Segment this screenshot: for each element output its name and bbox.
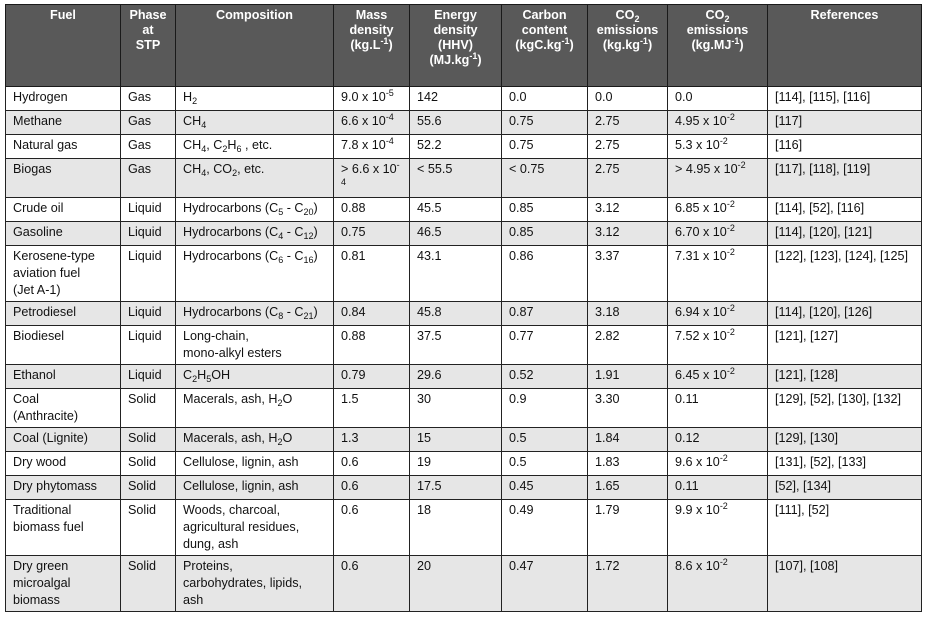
header-line: $(kgC.kg^{-1})$ — [515, 36, 574, 52]
cell-references: [116] — [768, 135, 922, 159]
cell-mass-density: 0.6 — [334, 556, 410, 612]
cell-mass-density: 0.81 — [334, 246, 410, 302]
cell-fuel: Biogas — [6, 159, 121, 198]
cell-co2-per-mj: 4.95 x $10^{-2}$ — [668, 111, 768, 135]
cell-carbon-content: 0.85 — [502, 222, 588, 246]
cell-composition: Proteins, carbohydrates, lipids, ash — [176, 556, 334, 612]
cell-energy-density: 46.5 — [410, 222, 502, 246]
cell-energy-density: 17.5 — [410, 476, 502, 500]
table-row — [6, 222, 922, 246]
header-line: density — [433, 23, 478, 37]
cell-fuel: Coal (Anthracite) — [6, 389, 121, 428]
cell-fuel: Dry wood — [6, 452, 121, 476]
header-co2-emissions-per-kg — [588, 5, 668, 87]
header-line: STP — [135, 38, 161, 52]
cell-fuel: Kerosene-type aviation fuel (Jet A-1) — [6, 246, 121, 302]
header-fuel — [6, 5, 121, 87]
cell-mass-density: > 6.6 x $10^{-4}$ — [334, 159, 410, 198]
cell-co2-per-mj: 6.94 x $10^{-2}$ — [668, 302, 768, 326]
cell-phase: Gas — [121, 135, 176, 159]
cell-energy-density: 29.6 — [410, 365, 502, 389]
cell-references: [114], [52], [116] — [768, 198, 922, 222]
header-line: emissions — [686, 23, 749, 37]
cell-co2-per-mj: 8.6 x $10^{-2}$ — [668, 556, 768, 612]
cell-co2-per-mj: 0.12 — [668, 428, 768, 452]
header-line: Energy — [434, 8, 477, 22]
cell-mass-density: 0.6 — [334, 452, 410, 476]
cell-composition: Hydrocarbons $(C_8 - C_{21})$ — [176, 302, 334, 326]
cell-co2-per-kg: 1.65 — [588, 476, 668, 500]
cell-fuel: Natural gas — [6, 135, 121, 159]
cell-co2-per-kg: 0.0 — [588, 87, 668, 111]
cell-references: [129], [130] — [768, 428, 922, 452]
table-row — [6, 159, 922, 198]
cell-composition: Hydrocarbons $(C_6 - C_{16})$ — [176, 246, 334, 302]
cell-carbon-content: 0.86 — [502, 246, 588, 302]
cell-carbon-content: 0.75 — [502, 135, 588, 159]
header-line: $CO_2$ — [615, 8, 640, 24]
cell-co2-per-mj: 0.11 — [668, 476, 768, 500]
cell-references: [129], [52], [130], [132] — [768, 389, 922, 428]
cell-carbon-content: 0.77 — [502, 326, 588, 365]
cell-carbon-content: 0.45 — [502, 476, 588, 500]
cell-composition: $CH_4$, $CO_2$, etc. — [176, 159, 334, 198]
cell-fuel: Dry green microalgal biomass — [6, 556, 121, 612]
cell-co2-per-kg: 2.75 — [588, 135, 668, 159]
cell-phase: Gas — [121, 87, 176, 111]
cell-fuel: Methane — [6, 111, 121, 135]
cell-co2-per-kg: 2.82 — [588, 326, 668, 365]
header-line: $(kg.kg^{-1})$ — [602, 36, 653, 52]
cell-co2-per-mj: 6.45 x $10^{-2}$ — [668, 365, 768, 389]
header-line: emissions — [596, 23, 659, 37]
cell-fuel: Ethanol — [6, 365, 121, 389]
cell-mass-density: 0.84 — [334, 302, 410, 326]
table-row — [6, 428, 922, 452]
table-row — [6, 302, 922, 326]
cell-references: [114], [115], [116] — [768, 87, 922, 111]
cell-mass-density: 6.6 x $10^{-4}$ — [334, 111, 410, 135]
header-line: density — [349, 23, 394, 37]
header-line: at — [142, 23, 154, 37]
cell-phase: Liquid — [121, 198, 176, 222]
cell-fuel: Hydrogen — [6, 87, 121, 111]
cell-energy-density: 20 — [410, 556, 502, 612]
cell-fuel: Gasoline — [6, 222, 121, 246]
cell-energy-density: 37.5 — [410, 326, 502, 365]
header-references — [768, 5, 922, 87]
table-row — [6, 476, 922, 500]
cell-co2-per-kg: 1.84 — [588, 428, 668, 452]
cell-energy-density: 19 — [410, 452, 502, 476]
cell-composition: Cellulose, lignin, ash — [176, 476, 334, 500]
cell-references: [122], [123], [124], [125] — [768, 246, 922, 302]
table-row — [6, 389, 922, 428]
cell-co2-per-kg: 3.37 — [588, 246, 668, 302]
cell-co2-per-mj: 0.11 — [668, 389, 768, 428]
cell-references: [114], [120], [121] — [768, 222, 922, 246]
table-row — [6, 365, 922, 389]
table-row — [6, 198, 922, 222]
cell-references: [131], [52], [133] — [768, 452, 922, 476]
cell-phase: Solid — [121, 452, 176, 476]
cell-energy-density: 43.1 — [410, 246, 502, 302]
cell-mass-density: 7.8 x $10^{-4}$ — [334, 135, 410, 159]
cell-co2-per-kg: 3.12 — [588, 222, 668, 246]
cell-references: [117] — [768, 111, 922, 135]
cell-carbon-content: 0.49 — [502, 500, 588, 556]
cell-co2-per-mj: 7.31 x $10^{-2}$ — [668, 246, 768, 302]
header-line: Composition — [216, 8, 293, 22]
cell-carbon-content: 0.85 — [502, 198, 588, 222]
cell-phase: Liquid — [121, 365, 176, 389]
header-line: $CO_2$ — [705, 8, 730, 24]
cell-composition: Cellulose, lignin, ash — [176, 452, 334, 476]
header-line: References — [810, 8, 879, 22]
table-row — [6, 246, 922, 302]
cell-phase: Liquid — [121, 246, 176, 302]
header-line: $(kg.MJ^{-1})$ — [691, 36, 744, 52]
cell-phase: Solid — [121, 389, 176, 428]
cell-co2-per-kg: 3.30 — [588, 389, 668, 428]
cell-phase: Solid — [121, 556, 176, 612]
cell-references: [114], [120], [126] — [768, 302, 922, 326]
cell-phase: Liquid — [121, 222, 176, 246]
cell-mass-density: 1.5 — [334, 389, 410, 428]
cell-carbon-content: 0.75 — [502, 111, 588, 135]
header-line: Carbon — [522, 8, 567, 22]
cell-phase: Gas — [121, 159, 176, 198]
cell-references: [111], [52] — [768, 500, 922, 556]
cell-fuel: Dry phytomass — [6, 476, 121, 500]
cell-composition: Long-chain, mono-alkyl esters — [176, 326, 334, 365]
table-row — [6, 452, 922, 476]
cell-co2-per-kg: 3.12 — [588, 198, 668, 222]
cell-references: [121], [128] — [768, 365, 922, 389]
cell-composition: Woods, charcoal, agricultural residues, dung, ash — [176, 500, 334, 556]
cell-energy-density: 142 — [410, 87, 502, 111]
cell-mass-density: 0.75 — [334, 222, 410, 246]
cell-co2-per-mj: 0.0 — [668, 87, 768, 111]
header-energy-density — [410, 5, 502, 87]
header-line: (HHV) — [438, 38, 473, 52]
cell-co2-per-mj: 9.6 x $10^{-2}$ — [668, 452, 768, 476]
cell-co2-per-kg: 1.83 — [588, 452, 668, 476]
cell-energy-density: 45.5 — [410, 198, 502, 222]
cell-references: [121], [127] — [768, 326, 922, 365]
header-line: content — [521, 23, 568, 37]
header-mass-density — [334, 5, 410, 87]
header-composition — [176, 5, 334, 87]
cell-phase: Solid — [121, 500, 176, 556]
cell-co2-per-mj: 7.52 x $10^{-2}$ — [668, 326, 768, 365]
cell-mass-density: 0.88 — [334, 198, 410, 222]
table-header-row — [6, 5, 922, 87]
cell-mass-density: 0.6 — [334, 500, 410, 556]
cell-co2-per-kg: 1.72 — [588, 556, 668, 612]
cell-references: [117], [118], [119] — [768, 159, 922, 198]
table-row — [6, 135, 922, 159]
header-phase — [121, 5, 176, 87]
cell-mass-density: 0.79 — [334, 365, 410, 389]
cell-phase: Solid — [121, 428, 176, 452]
fuel-properties-table — [5, 4, 922, 612]
cell-fuel: Traditional biomass fuel — [6, 500, 121, 556]
cell-fuel: Petrodiesel — [6, 302, 121, 326]
cell-mass-density: 1.3 — [334, 428, 410, 452]
cell-composition: $CH_4$, $C_2H_6$ , etc. — [176, 135, 334, 159]
cell-co2-per-kg: 2.75 — [588, 159, 668, 198]
cell-energy-density: 52.2 — [410, 135, 502, 159]
cell-carbon-content: 0.0 — [502, 87, 588, 111]
cell-energy-density: < 55.5 — [410, 159, 502, 198]
cell-carbon-content: < 0.75 — [502, 159, 588, 198]
cell-energy-density: 30 — [410, 389, 502, 428]
cell-carbon-content: 0.5 — [502, 428, 588, 452]
cell-mass-density: 0.6 — [334, 476, 410, 500]
cell-composition: $H_2$ — [176, 87, 334, 111]
cell-co2-per-mj: 6.70 x $10^{-2}$ — [668, 222, 768, 246]
header-co2-emissions-per-mj — [668, 5, 768, 87]
table-row — [6, 500, 922, 556]
cell-fuel: Crude oil — [6, 198, 121, 222]
cell-carbon-content: 0.47 — [502, 556, 588, 612]
cell-mass-density: 0.88 — [334, 326, 410, 365]
cell-composition: Macerals, ash, $H_2O$ — [176, 389, 334, 428]
cell-phase: Gas — [121, 111, 176, 135]
table-row — [6, 556, 922, 612]
cell-co2-per-mj: 6.85 x $10^{-2}$ — [668, 198, 768, 222]
cell-references: [107], [108] — [768, 556, 922, 612]
cell-phase: Liquid — [121, 326, 176, 365]
cell-energy-density: 18 — [410, 500, 502, 556]
cell-co2-per-mj: 9.9 x $10^{-2}$ — [668, 500, 768, 556]
cell-fuel: Coal (Lignite) — [6, 428, 121, 452]
cell-composition: $C_2H_5OH$ — [176, 365, 334, 389]
cell-co2-per-kg: 1.91 — [588, 365, 668, 389]
table-row — [6, 87, 922, 111]
header-line: Mass — [355, 8, 388, 22]
cell-co2-per-kg: 1.79 — [588, 500, 668, 556]
cell-carbon-content: 0.52 — [502, 365, 588, 389]
table-row — [6, 326, 922, 365]
cell-co2-per-kg: 3.18 — [588, 302, 668, 326]
cell-phase: Liquid — [121, 302, 176, 326]
table-row — [6, 111, 922, 135]
header-line: Fuel — [50, 8, 76, 22]
table-body — [6, 87, 922, 612]
cell-energy-density: 15 — [410, 428, 502, 452]
cell-co2-per-kg: 2.75 — [588, 111, 668, 135]
cell-co2-per-mj: > 4.95 x $10^{-2}$ — [668, 159, 768, 198]
cell-carbon-content: 0.5 — [502, 452, 588, 476]
cell-composition: Hydrocarbons $(C_4 - C_{12})$ — [176, 222, 334, 246]
cell-mass-density: 9.0 x $10^{-5}$ — [334, 87, 410, 111]
cell-energy-density: 45.8 — [410, 302, 502, 326]
cell-phase: Solid — [121, 476, 176, 500]
cell-co2-per-mj: 5.3 x $10^{-2}$ — [668, 135, 768, 159]
cell-composition: Hydrocarbons $(C_5 - C_{20})$ — [176, 198, 334, 222]
header-line: Phase — [129, 8, 167, 22]
cell-energy-density: 55.6 — [410, 111, 502, 135]
cell-carbon-content: 0.9 — [502, 389, 588, 428]
cell-composition: $CH_4$ — [176, 111, 334, 135]
header-line: $(MJ.kg^{-1})$ — [429, 51, 482, 67]
cell-references: [52], [134] — [768, 476, 922, 500]
cell-fuel: Biodiesel — [6, 326, 121, 365]
header-line: $(kg.L^{-1})$ — [350, 36, 393, 52]
cell-carbon-content: 0.87 — [502, 302, 588, 326]
cell-composition: Macerals, ash, $H_2O$ — [176, 428, 334, 452]
header-carbon-content — [502, 5, 588, 87]
